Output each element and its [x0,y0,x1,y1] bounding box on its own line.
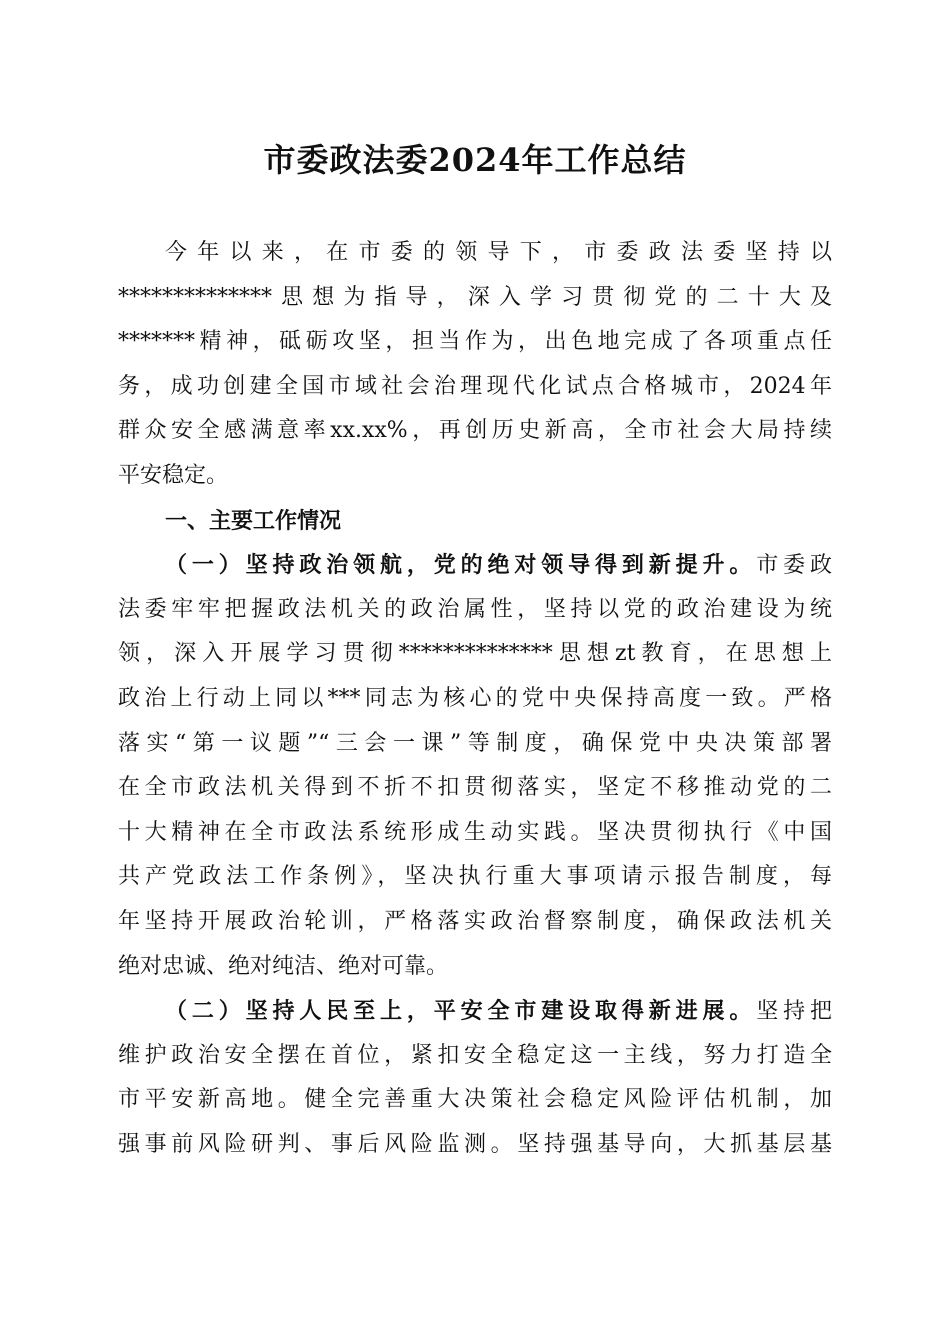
intro-paragraph [118,231,832,499]
text-line: 法委牢牢把握政法机关的政治属性，坚持以党的政治建设为统 [118,596,832,622]
text-line: 今年以来，在市委的领导下，市委政法委坚持以 [165,240,832,265]
text-line: 共产党政法工作条例》，坚决执行重大事项请示报告制度，每 [118,864,832,890]
text-line: 领，深入开展学习贯彻**************思想zt教育，在思想上 [118,641,832,667]
text-line: 在全市政法机关得到不折不扣贯彻落实，坚定不移推动党的二 [118,775,832,801]
text-line [118,989,832,1034]
text-line: 绝对忠诚、绝对纯洁、绝对可靠。 [118,953,449,979]
text-line: 市平安新高地。健全完善重大决策社会稳定风险评估机制，加 [118,1087,832,1113]
subsection-lead: （二）坚持人民至上，平安全市建设取得新进展。 [165,998,757,1025]
text-span: 市委政 [756,553,832,579]
text-line [118,543,832,588]
section-2-paragraph [118,989,832,1167]
section-1-paragraph [118,543,832,989]
subsection-lead: （一）坚持政治领航，党的绝对领导得到新提升。 [165,552,757,579]
text-line: 强事前风险研判、事后风险监测。坚持强基导向，大抓基层基 [118,1131,832,1157]
text-span: 坚持把 [756,999,832,1025]
text-line: *******精神，砥砺攻坚，担当作为，出色地完成了各项重点任 [118,329,832,355]
text-line: 务，成功创建全国市域社会治理现代化试点合格城市，2024年 [118,373,832,399]
text-line: 群众安全感满意率xx.xx%，再创历史新高，全市社会大局持续 [118,418,832,444]
text-line: 政治上行动上同以***同志为核心的党中央保持高度一致。严格 [118,685,832,711]
text-line: 十大精神在全市政法系统形成生动实践。坚决贯彻执行《中国 [118,819,832,845]
text-line: 平安稳定。 [118,462,229,488]
document-title: 市委政法委2024年工作总结 [263,141,687,179]
text-line: 年坚持开展政治轮训，严格落实政治督察制度，确保政法机关 [118,908,832,934]
text-line: **************思想为指导，深入学习贯彻党的二十大及 [118,284,832,310]
section-heading: 一、主要工作情况 [165,507,342,534]
text-line: 维护政治安全摆在首位，紧扣安全稳定这一主线，努力打造全 [118,1042,832,1068]
document-body [118,231,832,1167]
text-line: 落实“第一议题”“三会一课”等制度，确保党中央决策部署 [118,730,832,756]
